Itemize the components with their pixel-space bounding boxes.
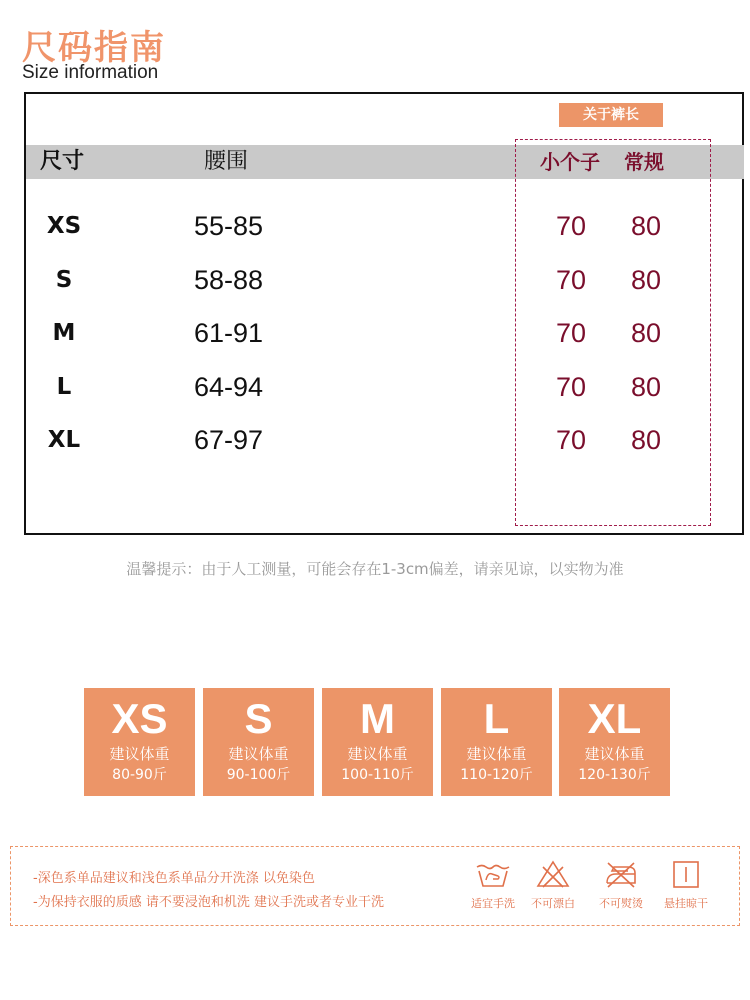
row-waist: 64-94 bbox=[194, 372, 264, 402]
care-note-1: -深色系单品建议和浅色系单品分开洗涤 以免染色 bbox=[33, 871, 315, 886]
weight-card-range: 120-130斤 bbox=[578, 767, 651, 783]
weight-card-size: XL bbox=[587, 695, 642, 742]
care-caption: 不可漂白 bbox=[531, 897, 575, 910]
care-note-2: -为保持衣服的质感 请不要浸泡和机洗 建议手洗或者专业干洗 bbox=[33, 895, 384, 910]
hang-dry-icon bbox=[667, 859, 705, 889]
weight-card-label: 建议体重 bbox=[228, 745, 289, 763]
size-table bbox=[24, 92, 744, 535]
row-waist: 58-88 bbox=[194, 265, 264, 295]
row-waist: 61-91 bbox=[194, 318, 264, 348]
page-title: 尺码指南 bbox=[22, 28, 166, 68]
row-size: XS bbox=[46, 213, 82, 239]
weight-card-range: 100-110斤 bbox=[341, 767, 414, 783]
row-regular-length: 80 bbox=[631, 318, 662, 348]
care-item-no-bleach bbox=[523, 859, 583, 911]
pant-length-badge: 关于裤长 bbox=[559, 103, 663, 127]
weight-card-range: 90-100斤 bbox=[226, 767, 291, 783]
weight-card-l bbox=[441, 688, 552, 796]
measurement-tip: 温馨提示：由于人工测量，可能会存在1-3cm偏差，请亲见谅，以实物为准 bbox=[126, 560, 624, 578]
row-short-length: 70 bbox=[556, 265, 587, 295]
weight-card-xs bbox=[84, 688, 195, 796]
weight-card-xl bbox=[559, 688, 670, 796]
row-size: S bbox=[55, 267, 73, 293]
care-item-no-iron bbox=[591, 859, 651, 911]
row-waist: 67-97 bbox=[194, 425, 264, 455]
row-size: M bbox=[52, 320, 76, 346]
weight-card-label: 建议体重 bbox=[584, 745, 645, 763]
row-regular-length: 80 bbox=[631, 265, 662, 295]
weight-card-label: 建议体重 bbox=[109, 745, 170, 763]
care-item-hang-dry bbox=[656, 859, 716, 911]
weight-card-size: XS bbox=[111, 695, 168, 742]
care-caption: 悬挂晾干 bbox=[664, 897, 708, 910]
no-iron-icon bbox=[602, 859, 640, 889]
weight-card-size: L bbox=[483, 695, 510, 742]
weight-card-s bbox=[203, 688, 314, 796]
column-header-regular: 常规 bbox=[624, 150, 664, 174]
table-row bbox=[26, 206, 744, 246]
no-bleach-icon bbox=[534, 859, 572, 889]
row-regular-length: 80 bbox=[631, 372, 662, 402]
column-header-waist: 腰围 bbox=[204, 149, 249, 174]
weight-card-size: S bbox=[244, 695, 273, 742]
row-short-length: 70 bbox=[556, 425, 587, 455]
row-regular-length: 80 bbox=[631, 211, 662, 241]
row-short-length: 70 bbox=[556, 372, 587, 402]
care-item-hand-wash bbox=[463, 859, 523, 911]
weight-card-range: 110-120斤 bbox=[460, 767, 533, 783]
table-row bbox=[26, 367, 744, 407]
row-short-length: 70 bbox=[556, 211, 587, 241]
weight-card-m bbox=[322, 688, 433, 796]
table-row bbox=[26, 260, 744, 300]
care-caption: 适宜手洗 bbox=[471, 897, 515, 910]
care-instructions bbox=[10, 846, 740, 926]
weight-card-label: 建议体重 bbox=[466, 745, 527, 763]
weight-card-range: 80-90斤 bbox=[112, 767, 167, 783]
column-header-size: 尺寸 bbox=[40, 149, 85, 174]
table-row bbox=[26, 420, 744, 460]
column-header-short: 小个子 bbox=[540, 150, 600, 174]
weight-card-label: 建议体重 bbox=[347, 745, 408, 763]
table-row bbox=[26, 313, 744, 353]
row-size: XL bbox=[47, 427, 81, 453]
row-size: L bbox=[56, 374, 72, 400]
row-short-length: 70 bbox=[556, 318, 587, 348]
care-caption: 不可熨烫 bbox=[599, 897, 643, 910]
hand-wash-icon bbox=[474, 859, 512, 889]
row-waist: 55-85 bbox=[194, 211, 264, 241]
row-regular-length: 80 bbox=[631, 425, 662, 455]
weight-card-size: M bbox=[360, 695, 395, 742]
page-subtitle: Size information bbox=[22, 62, 159, 83]
